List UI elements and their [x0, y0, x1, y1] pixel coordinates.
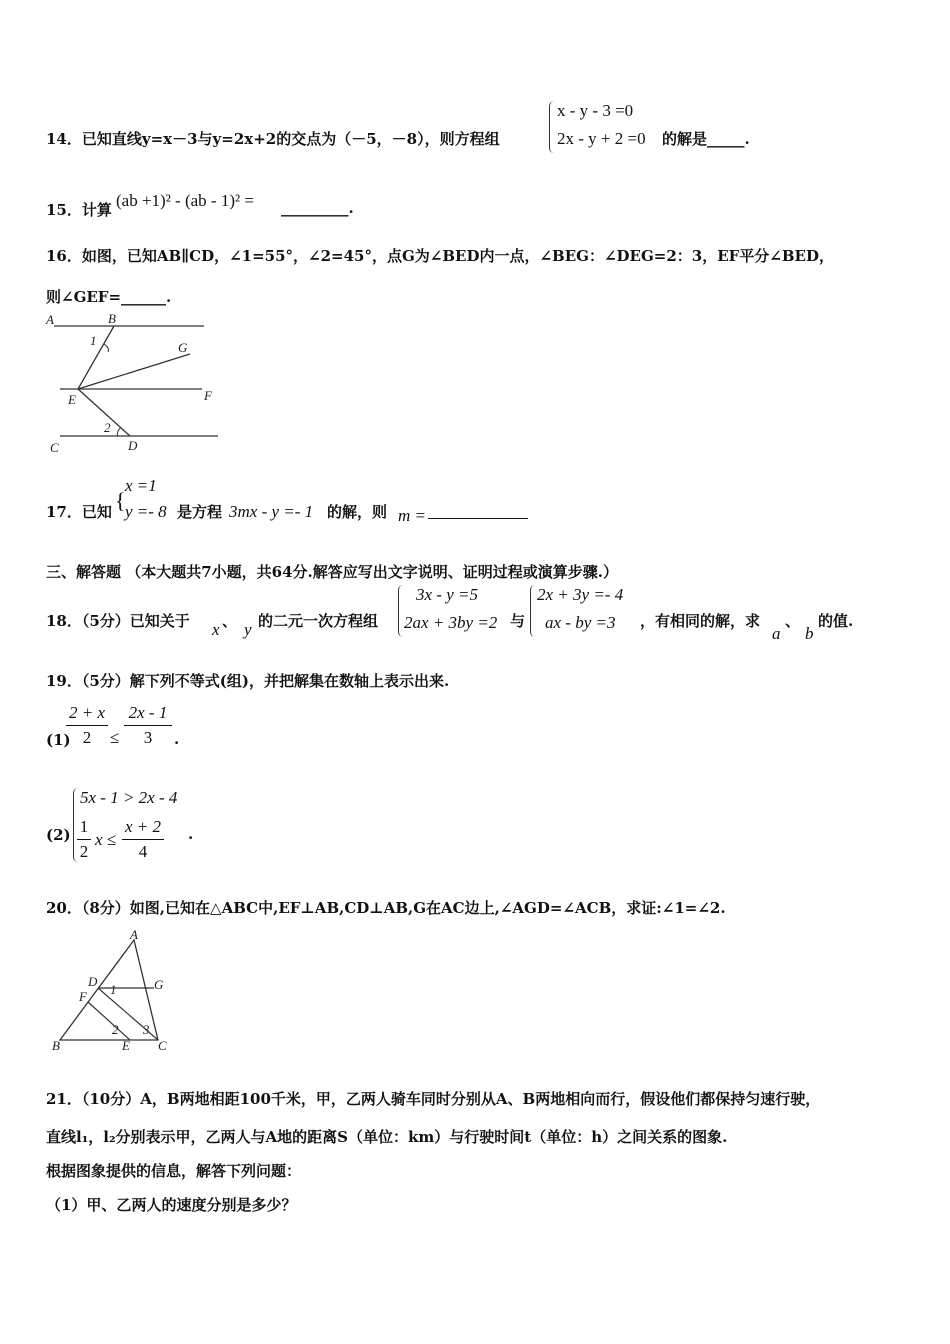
q18-sysb-eq2: ax - by =3	[545, 613, 616, 632]
q14-eq2: 2x - y + 2 =0	[557, 129, 646, 148]
q19-p2-frac1	[77, 817, 91, 862]
q17-text: 17．已知	[46, 503, 112, 521]
q17-equation: 3mx - y =- 1	[229, 502, 314, 521]
angle1-arc	[104, 344, 109, 352]
q17-tail: 的解，则	[327, 503, 388, 521]
q14-system-brace	[549, 101, 555, 153]
fig20-label-3: 3	[143, 1022, 150, 1037]
q19-p2-num2: x + 2	[124, 817, 162, 836]
q21-line1: 21．（10分）A，B两地相距100千米，甲，乙两人骑车同时分别从A、B两地相向而行，假设他们都保持匀速行驶，	[46, 1090, 821, 1108]
fig16-label-g: G	[178, 340, 188, 355]
q18-text: 18．（5分）已知关于	[46, 612, 190, 630]
q19-text: 19．（5分）解下列不等式(组)，并把解集在数轴上表示出来.	[46, 672, 450, 690]
q18-sysb-eq1: 2x + 3y =- 4	[537, 585, 624, 604]
q19-p2-mid: x ≤	[95, 830, 117, 849]
q19-p2-den2: 4	[138, 842, 148, 861]
q21-line4: （1）甲、乙两人的速度分别是多少？	[46, 1196, 297, 1214]
fig16-label-d: D	[128, 438, 138, 453]
q20-text: 20．（8分）如图,已知在△ABC中,EF⊥AB,CD⊥AB,G在AC边上,∠AGD=∠ACB，求证:∠1=∠2.	[46, 899, 726, 917]
q19-p2-num1: 1	[79, 817, 89, 836]
q17-brace-glyph: {	[115, 488, 126, 513]
q21-line3: 根据图象提供的信息，解答下列问题：	[46, 1162, 302, 1180]
q16-figure	[40, 310, 230, 460]
q19-p1-den1: 2	[82, 728, 92, 747]
q19-p1-den2: 3	[143, 728, 153, 747]
fig16-label-e: E	[68, 392, 76, 407]
q18-sysa-eq1: 3x - y =5	[416, 585, 478, 604]
q20-figure	[46, 928, 176, 1056]
q17-eq2: y =- 8	[125, 502, 167, 521]
q18-var-a: a	[772, 624, 781, 643]
fig20-label-d: D	[88, 974, 98, 989]
fig20-label-a: A	[130, 928, 138, 942]
fig16-label-1: 1	[90, 333, 97, 348]
q19-p1-end: .	[174, 730, 180, 748]
q18-var-b: b	[805, 624, 814, 643]
fig20-label-2: 2	[112, 1022, 119, 1037]
q19-part2-label: (2)	[46, 826, 71, 844]
fig20-label-b: B	[52, 1038, 60, 1053]
fig20-label-e: E	[122, 1038, 130, 1053]
q14-eq1: x - y - 3 =0	[557, 101, 634, 120]
q15-text: 15．计算	[46, 201, 112, 219]
q19-p2-eq1: 5x - 1 > 2x - 4	[80, 788, 178, 807]
q19-p1-num1: 2 + x	[68, 703, 106, 722]
section3-title: 三、解答题 （本大题共7小题，共64分.解答应写出文字说明、证明过程或演算步骤.）	[46, 563, 618, 581]
q18-mid: 的二元一次方程组	[258, 612, 379, 630]
q18-tail2: 的值.	[818, 612, 854, 630]
q19-p1-num2: 2x - 1	[128, 703, 168, 722]
q19-p1-frac1	[66, 703, 108, 748]
q18-var-y: y	[244, 620, 252, 639]
q19-p2-end: .	[188, 825, 194, 843]
q19-p2-frac2	[122, 817, 164, 862]
fig20-label-c: C	[158, 1038, 167, 1053]
fig16-label-f: F	[204, 388, 212, 403]
q15-expression: (ab +1)² - (ab - 1)² =	[116, 191, 254, 210]
fig16-label-c: C	[50, 440, 59, 455]
q19-p1-op: ≤	[110, 728, 120, 747]
q18-with: 与	[510, 612, 526, 630]
q19-p1-frac2	[124, 703, 172, 748]
fig16-label-b: B	[108, 311, 116, 326]
q17-mid: 是方程	[177, 503, 223, 521]
q16-line1: 16．如图，已知AB∥CD，∠1=55°，∠2=45°，点G为∠BED内一点，∠BEG：∠DEG=2：3，EF平分∠BED，	[46, 247, 834, 265]
q21-line2: 直线l₁，l₂分别表示甲，乙两人与A地的距离S（单位：km）与行驶时间t（单位：h）之间关系的图象.	[46, 1128, 728, 1146]
q14-tail: 的解是_____.	[662, 130, 750, 148]
q18-sep2: 、	[785, 612, 801, 630]
q14-text: 14．已知直线y=x－3与y=2x+2的交点为（－5，－8），则方程组	[46, 130, 500, 148]
q19-part1-label: (1)	[46, 731, 71, 749]
q18-system-b-brace	[530, 585, 536, 637]
fig20-label-f: F	[79, 989, 87, 1004]
fig20-label-g: G	[154, 977, 164, 992]
q16-line2: 则∠GEF=______.	[46, 288, 172, 306]
fig16-label-a: A	[46, 312, 54, 327]
q18-var-x: x	[212, 620, 220, 639]
fig20-label-1: 1	[110, 982, 117, 997]
q18-sep: 、	[222, 612, 238, 630]
q15-answer-blank: _________.	[281, 199, 354, 217]
angle2-arc	[117, 428, 120, 436]
q18-tail1: ，有相同的解，求	[640, 612, 761, 630]
segment-fe	[88, 1002, 130, 1040]
q17-answer-blank	[428, 517, 528, 519]
q17-m: m =	[398, 506, 426, 525]
q19-p2-den1: 2	[79, 842, 89, 861]
q18-sysa-eq2: 2ax + 3by =2	[404, 613, 498, 632]
q17-eq1: x =1	[125, 476, 157, 495]
fig16-label-2: 2	[104, 420, 111, 435]
